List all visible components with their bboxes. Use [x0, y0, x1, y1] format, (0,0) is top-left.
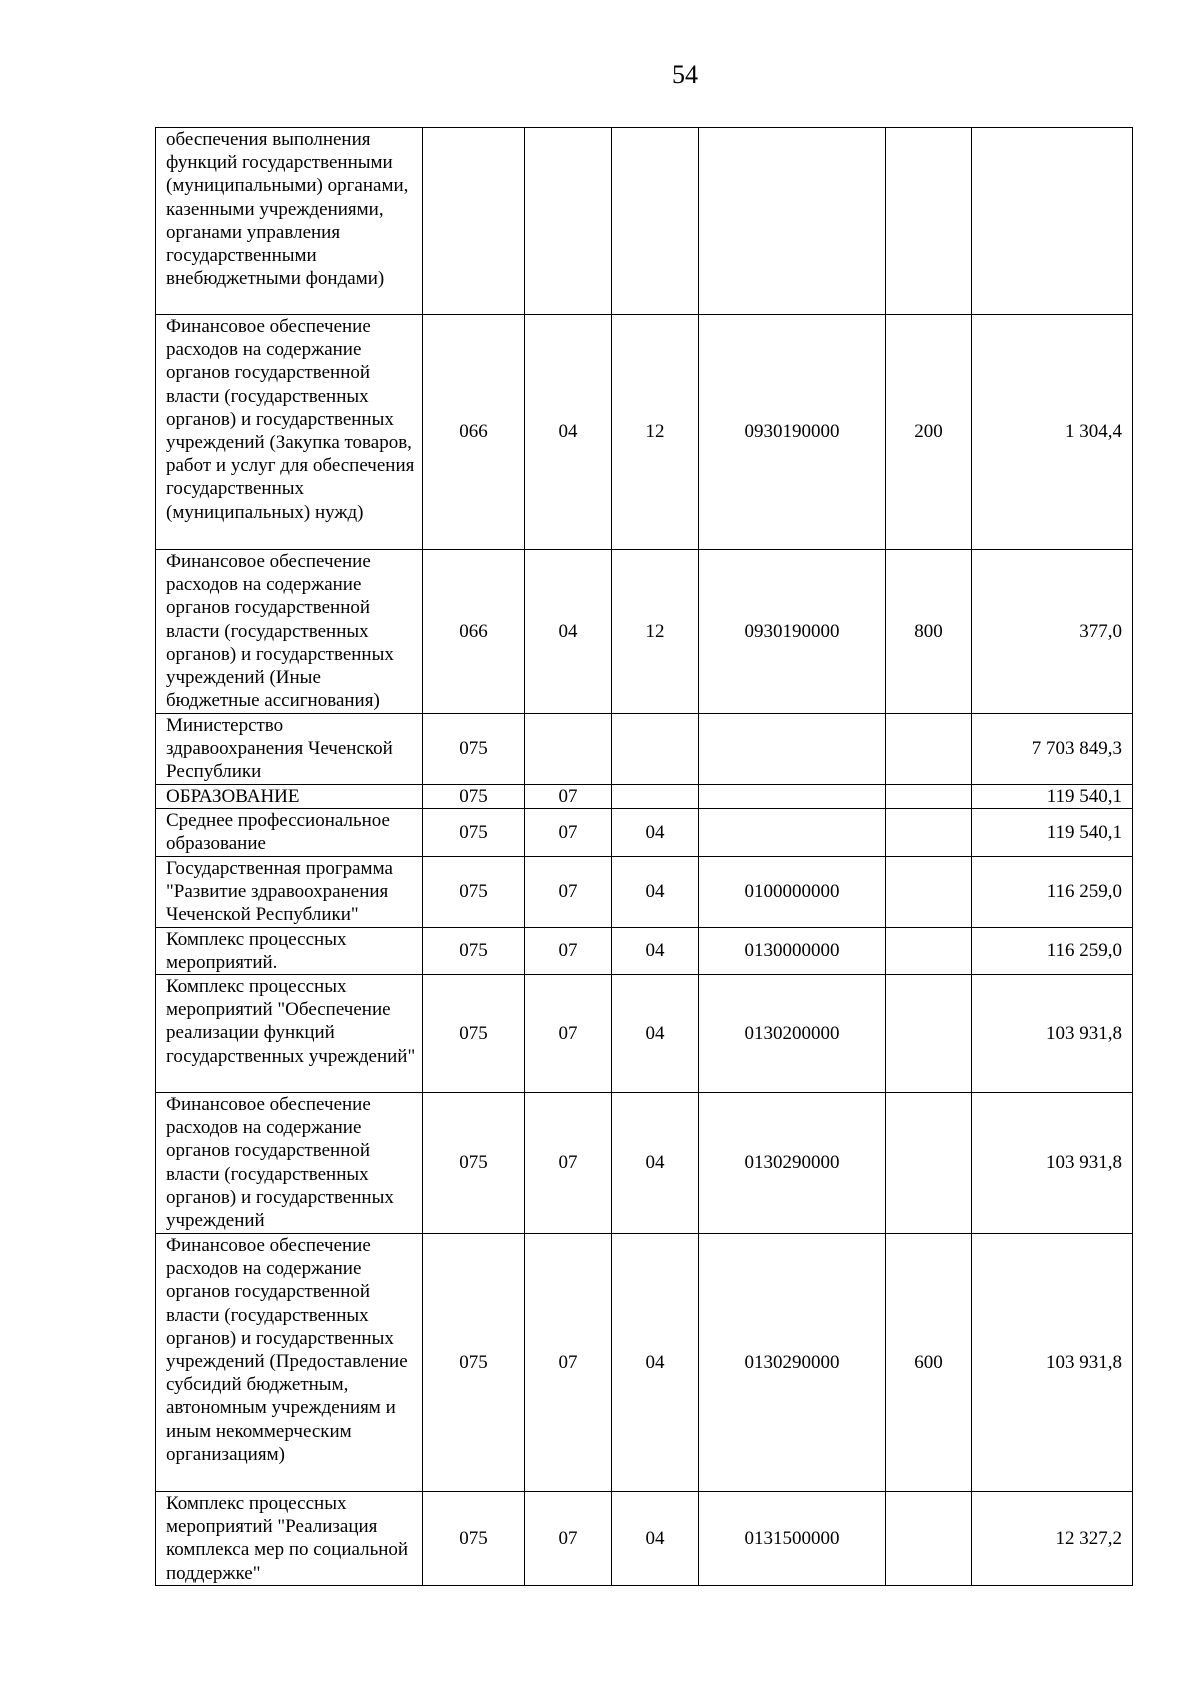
- row-name: Государственная программа "Развитие здравоохранения Чеченской Республики": [156, 856, 423, 927]
- table-row: [156, 1093, 1133, 1234]
- section-code: [525, 714, 612, 785]
- row-name: Комплекс процессных мероприятий.: [156, 927, 423, 974]
- expense-type-code: [886, 785, 972, 809]
- ministry-code: 075: [423, 1093, 525, 1234]
- row-name: ОБРАЗОВАНИЕ: [156, 785, 423, 809]
- ministry-code: 066: [423, 315, 525, 550]
- target-code: 0130290000: [699, 1234, 886, 1492]
- subsection-code: [612, 714, 699, 785]
- table-row: [156, 1234, 1133, 1492]
- ministry-code: 075: [423, 927, 525, 974]
- subsection-code: [612, 785, 699, 809]
- expense-type-code: [886, 809, 972, 856]
- amount: 119 540,1: [972, 785, 1133, 809]
- target-code: [699, 785, 886, 809]
- ministry-code: 075: [423, 1492, 525, 1586]
- subsection-code: 12: [612, 550, 699, 714]
- section-code: 07: [525, 785, 612, 809]
- ministry-code: 075: [423, 856, 525, 927]
- target-code: 0930190000: [699, 550, 886, 714]
- expense-type-code: [886, 1093, 972, 1234]
- amount: 116 259,0: [972, 856, 1133, 927]
- ministry-code: 066: [423, 550, 525, 714]
- subsection-code: [612, 128, 699, 315]
- section-code: 07: [525, 1234, 612, 1492]
- target-code: [699, 714, 886, 785]
- amount: 377,0: [972, 550, 1133, 714]
- section-code: 07: [525, 809, 612, 856]
- subsection-code: 04: [612, 1093, 699, 1234]
- row-name: обеспечения выполнения функций государственными (муниципальными) органами, казенными учреждениями, органами управления государственными внебюджетными фондами): [156, 128, 423, 315]
- target-code: 0930190000: [699, 315, 886, 550]
- ministry-code: [423, 128, 525, 315]
- amount: 12 327,2: [972, 1492, 1133, 1586]
- row-name: Министерство здравоохранения Чеченской Республики: [156, 714, 423, 785]
- ministry-code: 075: [423, 975, 525, 1093]
- expense-type-code: [886, 128, 972, 315]
- ministry-code: 075: [423, 809, 525, 856]
- subsection-code: 04: [612, 1234, 699, 1492]
- table-row: [156, 550, 1133, 714]
- expense-type-code: 800: [886, 550, 972, 714]
- amount: 103 931,8: [972, 1093, 1133, 1234]
- ministry-code: 075: [423, 1234, 525, 1492]
- target-code: 0130200000: [699, 975, 886, 1093]
- subsection-code: 04: [612, 975, 699, 1093]
- budget-table: [155, 127, 1133, 1586]
- table-row: [156, 856, 1133, 927]
- section-code: [525, 128, 612, 315]
- target-code: [699, 809, 886, 856]
- subsection-code: 04: [612, 1492, 699, 1586]
- target-code: 0100000000: [699, 856, 886, 927]
- amount: 1 304,4: [972, 315, 1133, 550]
- page-number: 54: [672, 60, 698, 89]
- amount: 103 931,8: [972, 975, 1133, 1093]
- section-code: 07: [525, 856, 612, 927]
- expense-type-code: [886, 975, 972, 1093]
- row-name: Комплекс процессных мероприятий "Реализация комплекса мер по социальной поддержке": [156, 1492, 423, 1586]
- amount: 103 931,8: [972, 1234, 1133, 1492]
- table-row: [156, 128, 1133, 315]
- row-name: Финансовое обеспечение расходов на содержание органов государственной власти (государственных органов) и государственных учреждений (Предоставление субсидий бюджетным, автономным учреждениям и иным некоммерческим организациям): [156, 1234, 423, 1492]
- expense-type-code: 200: [886, 315, 972, 550]
- table-row: [156, 975, 1133, 1093]
- table-row: [156, 785, 1133, 809]
- row-name: Финансовое обеспечение расходов на содержание органов государственной власти (государственных органов) и государственных учреждений (Иные бюджетные ассигнования): [156, 550, 423, 714]
- row-name: Финансовое обеспечение расходов на содержание органов государственной власти (государственных органов) и государственных учреждений: [156, 1093, 423, 1234]
- section-code: 07: [525, 1093, 612, 1234]
- subsection-code: 12: [612, 315, 699, 550]
- target-code: [699, 128, 886, 315]
- section-code: 07: [525, 927, 612, 974]
- expense-type-code: [886, 927, 972, 974]
- amount: 7 703 849,3: [972, 714, 1133, 785]
- expense-type-code: [886, 1492, 972, 1586]
- amount: 119 540,1: [972, 809, 1133, 856]
- row-name: Комплекс процессных мероприятий "Обеспечение реализации функций государственных учреждений": [156, 975, 423, 1093]
- target-code: 0130290000: [699, 1093, 886, 1234]
- subsection-code: 04: [612, 856, 699, 927]
- table-row: [156, 315, 1133, 550]
- table-row: [156, 1492, 1133, 1586]
- section-code: 07: [525, 1492, 612, 1586]
- row-name: Среднее профессиональное образование: [156, 809, 423, 856]
- table-row: [156, 927, 1133, 974]
- target-code: 0131500000: [699, 1492, 886, 1586]
- expense-type-code: [886, 856, 972, 927]
- amount: 116 259,0: [972, 927, 1133, 974]
- expense-type-code: 600: [886, 1234, 972, 1492]
- expense-type-code: [886, 714, 972, 785]
- subsection-code: 04: [612, 809, 699, 856]
- section-code: 07: [525, 975, 612, 1093]
- row-name: Финансовое обеспечение расходов на содержание органов государственной власти (государственных органов) и государственных учреждений (Закупка товаров, работ и услуг для обеспечения государственных (муниципальных) нужд): [156, 315, 423, 550]
- subsection-code: 04: [612, 927, 699, 974]
- table-row: [156, 809, 1133, 856]
- amount: [972, 128, 1133, 315]
- section-code: 04: [525, 550, 612, 714]
- ministry-code: 075: [423, 785, 525, 809]
- section-code: 04: [525, 315, 612, 550]
- ministry-code: 075: [423, 714, 525, 785]
- table-row: [156, 714, 1133, 785]
- target-code: 0130000000: [699, 927, 886, 974]
